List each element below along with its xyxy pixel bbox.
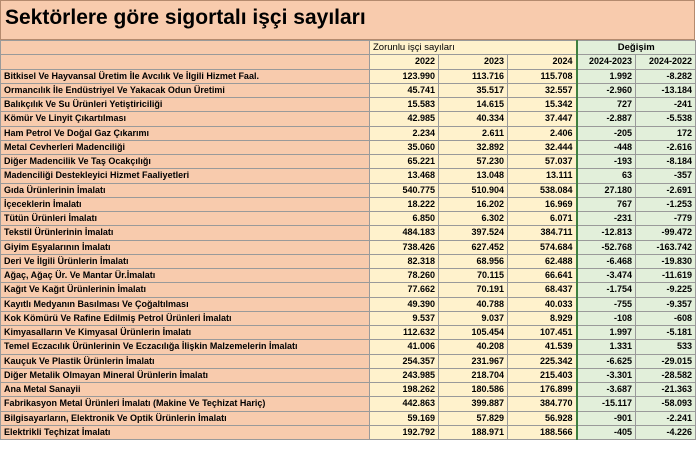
table-row — [1, 269, 696, 283]
value-2024-cell[interactable]: 384.711 — [508, 226, 577, 240]
value-2024-cell[interactable]: 107.451 — [508, 326, 577, 340]
value-2022-cell[interactable]: 254.357 — [370, 354, 439, 368]
change-2024-2022-cell[interactable]: -8.282 — [636, 69, 696, 83]
value-2022-cell[interactable]: 13.468 — [370, 169, 439, 183]
change-2024-2022-cell[interactable]: 172 — [636, 126, 696, 140]
change-2024-2023-cell[interactable]: -205 — [577, 126, 636, 140]
change-2024-2023-cell[interactable]: -3.301 — [577, 368, 636, 382]
change-2024-2022-cell[interactable]: -99.472 — [636, 226, 696, 240]
table-row — [1, 368, 696, 382]
table-row — [1, 397, 696, 411]
header-group-label[interactable]: Zorunlu işçi sayıları — [370, 41, 577, 55]
change-2024-2022-cell[interactable]: -2.691 — [636, 183, 696, 197]
sector-cell[interactable]: İçeceklerin İmalatı — [1, 197, 370, 211]
sector-cell[interactable]: Tekstil Ürünlerinin İmalatı — [1, 226, 370, 240]
sector-cell[interactable]: Bitkisel Ve Hayvansal Üretim İle Avcılık Ve İlgili Hizmet Faal. — [1, 69, 370, 83]
sector-cell[interactable]: Kağıt Ve Kağıt Ürünlerinin İmalatı — [1, 283, 370, 297]
table-row — [1, 155, 696, 169]
value-2023-cell[interactable]: 6.302 — [439, 212, 508, 226]
value-2023-cell[interactable]: 68.956 — [439, 254, 508, 268]
change-2024-2022-cell[interactable]: -11.619 — [636, 269, 696, 283]
table-row — [1, 183, 696, 197]
sector-cell[interactable]: Ham Petrol Ve Doğal Gaz Çıkarımı — [1, 126, 370, 140]
value-2022-cell[interactable]: 192.792 — [370, 425, 439, 439]
value-2024-cell[interactable]: 574.684 — [508, 240, 577, 254]
change-2024-2023-cell[interactable]: -1.754 — [577, 283, 636, 297]
table-row — [1, 197, 696, 211]
sector-cell[interactable]: Kauçuk Ve Plastik Ürünlerin İmalatı — [1, 354, 370, 368]
value-2023-cell[interactable]: 231.967 — [439, 354, 508, 368]
sector-cell[interactable]: Temel Eczacılık Ürünlerinin Ve Eczacılığa İlişkin Malzemelerin İmalatı — [1, 340, 370, 354]
value-2022-cell[interactable]: 18.222 — [370, 197, 439, 211]
table-body — [1, 69, 696, 440]
value-2023-cell[interactable]: 57.230 — [439, 155, 508, 169]
change-2024-2023-cell[interactable]: -448 — [577, 140, 636, 154]
sector-cell[interactable]: Kok Kömürü Ve Rafine Edilmiş Petrol Ürünleri İmalatı — [1, 311, 370, 325]
value-2023-cell[interactable]: 16.202 — [439, 197, 508, 211]
value-2024-cell[interactable]: 115.708 — [508, 69, 577, 83]
change-2024-2023-cell[interactable]: 727 — [577, 98, 636, 112]
change-2024-2023-cell[interactable]: -755 — [577, 297, 636, 311]
value-2024-cell[interactable]: 40.033 — [508, 297, 577, 311]
value-2022-cell[interactable]: 540.775 — [370, 183, 439, 197]
col-2024-header[interactable]: 2024 — [508, 55, 577, 69]
value-2024-cell[interactable]: 68.437 — [508, 283, 577, 297]
change-2024-2023-cell[interactable]: -901 — [577, 411, 636, 425]
change-2024-2022-cell[interactable]: -58.093 — [636, 397, 696, 411]
change-2024-2023-cell[interactable]: -3.687 — [577, 383, 636, 397]
sector-cell[interactable]: Balıkçılık Ve Su Ürünleri Yetiştiriciliği — [1, 98, 370, 112]
sector-cell[interactable]: Ormancılık İle Endüstriyel Ve Yakacak Odun Üretimi — [1, 83, 370, 97]
value-2022-cell[interactable]: 243.985 — [370, 368, 439, 382]
change-2024-2022-cell[interactable]: -29.015 — [636, 354, 696, 368]
value-2022-cell[interactable]: 41.006 — [370, 340, 439, 354]
sector-cell[interactable]: Giyim Eşyalarının İmalatı — [1, 240, 370, 254]
change-2024-2023-cell[interactable]: -3.474 — [577, 269, 636, 283]
change-2024-2022-cell[interactable]: -21.363 — [636, 383, 696, 397]
sector-cell[interactable]: Tütün Ürünleri İmalatı — [1, 212, 370, 226]
change-2024-2023-cell[interactable]: 1.331 — [577, 340, 636, 354]
value-2023-cell[interactable]: 40.208 — [439, 340, 508, 354]
sector-cell[interactable]: Kimyasalların Ve Kimyasal Ürünlerin İmalatı — [1, 326, 370, 340]
change-2024-2023-cell[interactable]: 1.992 — [577, 69, 636, 83]
value-2022-cell[interactable]: 198.262 — [370, 383, 439, 397]
sector-cell[interactable]: Elektrikli Teçhizat İmalatı — [1, 425, 370, 439]
change-2024-2023-cell[interactable]: -2.960 — [577, 83, 636, 97]
table-row — [1, 254, 696, 268]
value-2023-cell[interactable]: 105.454 — [439, 326, 508, 340]
value-2022-cell[interactable]: 45.741 — [370, 83, 439, 97]
value-2022-cell[interactable]: 78.260 — [370, 269, 439, 283]
value-2022-cell[interactable]: 6.850 — [370, 212, 439, 226]
table-row — [1, 311, 696, 325]
table-row — [1, 354, 696, 368]
header-change-label[interactable]: Değişim — [577, 41, 696, 55]
table-row — [1, 326, 696, 340]
insured-workers-table — [0, 40, 696, 440]
change-2024-2023-cell[interactable]: 767 — [577, 197, 636, 211]
value-2023-cell[interactable]: 32.892 — [439, 140, 508, 154]
change-2024-2023-cell[interactable]: -6.625 — [577, 354, 636, 368]
change-2024-2022-cell[interactable]: 533 — [636, 340, 696, 354]
value-2023-cell[interactable]: 70.115 — [439, 269, 508, 283]
value-2022-cell[interactable]: 738.426 — [370, 240, 439, 254]
change-2024-2022-cell[interactable]: -2.616 — [636, 140, 696, 154]
change-2024-2023-cell[interactable]: -2.887 — [577, 112, 636, 126]
table-row — [1, 297, 696, 311]
value-2024-cell[interactable]: 66.641 — [508, 269, 577, 283]
change-2024-2022-cell[interactable]: -5.181 — [636, 326, 696, 340]
table-row — [1, 212, 696, 226]
value-2024-cell[interactable]: 32.444 — [508, 140, 577, 154]
table-row — [1, 126, 696, 140]
value-2023-cell[interactable]: 9.037 — [439, 311, 508, 325]
table-row — [1, 411, 696, 425]
change-2024-2022-cell[interactable]: -608 — [636, 311, 696, 325]
value-2022-cell[interactable]: 65.221 — [370, 155, 439, 169]
table-row — [1, 226, 696, 240]
change-2024-2022-cell[interactable]: -2.241 — [636, 411, 696, 425]
col-2024-2022-header[interactable]: 2024-2022 — [636, 55, 696, 69]
change-2024-2022-cell[interactable]: -163.742 — [636, 240, 696, 254]
change-2024-2022-cell[interactable]: -5.538 — [636, 112, 696, 126]
change-2024-2022-cell[interactable]: -9.357 — [636, 297, 696, 311]
change-2024-2022-cell[interactable]: -241 — [636, 98, 696, 112]
table-row — [1, 283, 696, 297]
value-2024-cell[interactable]: 384.770 — [508, 397, 577, 411]
value-2022-cell[interactable]: 35.060 — [370, 140, 439, 154]
sector-cell[interactable]: Kayıtlı Medyanın Basılması Ve Çoğaltılması — [1, 297, 370, 311]
sector-cell[interactable]: Diğer Metalik Olmayan Mineral Ürünlerin İmalatı — [1, 368, 370, 382]
header-year-row — [1, 55, 696, 69]
value-2024-cell[interactable]: 176.899 — [508, 383, 577, 397]
sector-cell[interactable]: Deri Ve İlgili Ürünlerin İmalatı — [1, 254, 370, 268]
value-2024-cell[interactable]: 225.342 — [508, 354, 577, 368]
col-2022-header[interactable]: 2022 — [370, 55, 439, 69]
value-2024-cell[interactable]: 16.969 — [508, 197, 577, 211]
sector-cell[interactable]: Gıda Ürünlerinin İmalatı — [1, 183, 370, 197]
table-row — [1, 140, 696, 154]
value-2024-cell[interactable]: 6.071 — [508, 212, 577, 226]
value-2022-cell[interactable]: 123.990 — [370, 69, 439, 83]
value-2024-cell[interactable]: 32.557 — [508, 83, 577, 97]
value-2022-cell[interactable]: 82.318 — [370, 254, 439, 268]
value-2023-cell[interactable]: 188.971 — [439, 425, 508, 439]
table-row — [1, 169, 696, 183]
value-2023-cell[interactable]: 70.191 — [439, 283, 508, 297]
table-row — [1, 340, 696, 354]
col-2024-2023-header[interactable]: 2024-2023 — [577, 55, 636, 69]
value-2024-cell[interactable]: 538.084 — [508, 183, 577, 197]
table-row — [1, 425, 696, 439]
change-2024-2023-cell[interactable]: -15.117 — [577, 397, 636, 411]
table-row — [1, 240, 696, 254]
title-bar — [0, 0, 695, 40]
change-2024-2023-cell[interactable]: -108 — [577, 311, 636, 325]
value-2023-cell[interactable]: 14.615 — [439, 98, 508, 112]
change-2024-2023-cell[interactable]: 27.180 — [577, 183, 636, 197]
value-2022-cell[interactable]: 77.662 — [370, 283, 439, 297]
value-2022-cell[interactable]: 112.632 — [370, 326, 439, 340]
change-2024-2022-cell[interactable]: -19.830 — [636, 254, 696, 268]
change-2024-2022-cell[interactable]: -357 — [636, 169, 696, 183]
change-2024-2023-cell[interactable]: -193 — [577, 155, 636, 169]
value-2024-cell[interactable]: 2.406 — [508, 126, 577, 140]
change-2024-2023-cell[interactable]: -231 — [577, 212, 636, 226]
change-2024-2023-cell[interactable]: -12.813 — [577, 226, 636, 240]
value-2022-cell[interactable]: 49.390 — [370, 297, 439, 311]
change-2024-2022-cell[interactable]: -8.184 — [636, 155, 696, 169]
value-2023-cell[interactable]: 113.716 — [439, 69, 508, 83]
value-2022-cell[interactable]: 442.863 — [370, 397, 439, 411]
change-2024-2023-cell[interactable]: 1.997 — [577, 326, 636, 340]
change-2024-2022-cell[interactable]: -9.225 — [636, 283, 696, 297]
value-2023-cell[interactable]: 627.452 — [439, 240, 508, 254]
value-2022-cell[interactable]: 484.183 — [370, 226, 439, 240]
sector-cell[interactable]: Metal Cevherleri Madenciliği — [1, 140, 370, 154]
value-2023-cell[interactable]: 35.517 — [439, 83, 508, 97]
value-2024-cell[interactable]: 188.566 — [508, 425, 577, 439]
sector-cell[interactable]: Kömür Ve Linyit Çıkartılması — [1, 112, 370, 126]
change-2024-2023-cell[interactable]: 63 — [577, 169, 636, 183]
sector-cell[interactable]: Madenciliği Destekleyici Hizmet Faaliyetleri — [1, 169, 370, 183]
value-2023-cell[interactable]: 13.048 — [439, 169, 508, 183]
col-2023-header[interactable]: 2023 — [439, 55, 508, 69]
value-2024-cell[interactable]: 41.539 — [508, 340, 577, 354]
sector-cell[interactable]: Ana Metal Sanayii — [1, 383, 370, 397]
value-2023-cell[interactable]: 397.524 — [439, 226, 508, 240]
value-2024-cell[interactable]: 37.447 — [508, 112, 577, 126]
table-row — [1, 383, 696, 397]
value-2023-cell[interactable]: 40.788 — [439, 297, 508, 311]
table-row — [1, 98, 696, 112]
value-2023-cell[interactable]: 2.611 — [439, 126, 508, 140]
value-2024-cell[interactable]: 215.403 — [508, 368, 577, 382]
value-2023-cell[interactable]: 399.887 — [439, 397, 508, 411]
header-group-row — [1, 41, 696, 55]
change-2024-2022-cell[interactable]: -4.226 — [636, 425, 696, 439]
change-2024-2022-cell[interactable]: -28.582 — [636, 368, 696, 382]
value-2024-cell[interactable]: 56.928 — [508, 411, 577, 425]
value-2022-cell[interactable]: 59.169 — [370, 411, 439, 425]
change-2024-2023-cell[interactable]: -6.468 — [577, 254, 636, 268]
value-2023-cell[interactable]: 40.334 — [439, 112, 508, 126]
value-2023-cell[interactable]: 218.704 — [439, 368, 508, 382]
value-2024-cell[interactable]: 57.037 — [508, 155, 577, 169]
sector-cell[interactable]: Ağaç, Ağaç Ür. Ve Mantar Ür.İmalatı — [1, 269, 370, 283]
value-2022-cell[interactable]: 15.583 — [370, 98, 439, 112]
value-2024-cell[interactable]: 62.488 — [508, 254, 577, 268]
value-2022-cell[interactable]: 2.234 — [370, 126, 439, 140]
header-blank-cell[interactable] — [1, 55, 370, 69]
value-2023-cell[interactable]: 180.586 — [439, 383, 508, 397]
sheet-title: Sektörlere göre sigortalı işçi sayıları — [5, 6, 366, 29]
value-2024-cell[interactable]: 15.342 — [508, 98, 577, 112]
sector-cell[interactable]: Fabrikasyon Metal Ürünleri İmalatı (Makine Ve Teçhizat Hariç) — [1, 397, 370, 411]
change-2024-2022-cell[interactable]: -779 — [636, 212, 696, 226]
table-row — [1, 112, 696, 126]
sector-cell[interactable]: Diğer Madencilik Ve Taş Ocakçılığı — [1, 155, 370, 169]
value-2023-cell[interactable]: 57.829 — [439, 411, 508, 425]
change-2024-2022-cell[interactable]: -1.253 — [636, 197, 696, 211]
value-2024-cell[interactable]: 13.111 — [508, 169, 577, 183]
value-2022-cell[interactable]: 9.537 — [370, 311, 439, 325]
value-2023-cell[interactable]: 510.904 — [439, 183, 508, 197]
table-row — [1, 69, 696, 83]
value-2022-cell[interactable]: 42.985 — [370, 112, 439, 126]
header-blank-cell[interactable] — [1, 41, 370, 55]
value-2024-cell[interactable]: 8.929 — [508, 311, 577, 325]
table-row — [1, 83, 696, 97]
change-2024-2023-cell[interactable]: -405 — [577, 425, 636, 439]
change-2024-2022-cell[interactable]: -13.184 — [636, 83, 696, 97]
change-2024-2023-cell[interactable]: -52.768 — [577, 240, 636, 254]
sector-cell[interactable]: Bilgisayarların, Elektronik Ve Optik Ürünlerin İmalatı — [1, 411, 370, 425]
